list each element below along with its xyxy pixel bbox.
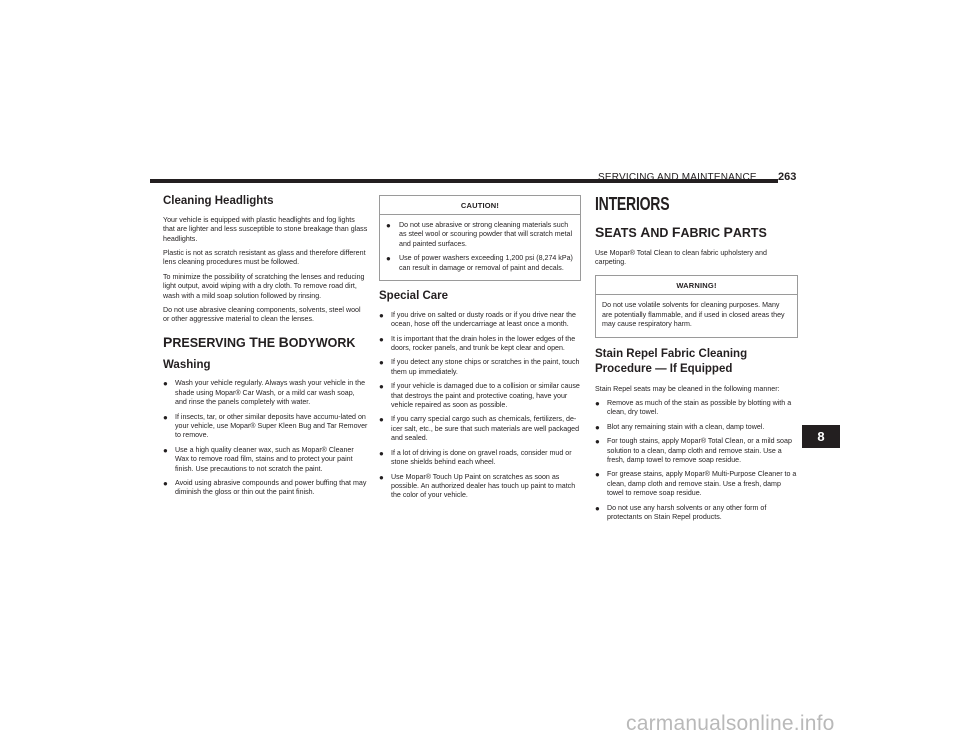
list-item-text: For grease stains, apply Mopar® Multi-Purpose Cleaner to a clean, damp cloth and remove stain. Use a fresh, damp towel to remove soap residue. [607,470,797,498]
stain-list [595,399,798,522]
paragraph: To minimize the possibility of scratching the lenses and reducing light output, avoid wiping with a dry cloth. To remove road dirt, wash with a mild soap solution followed by rinsing. [163,272,365,300]
section-cap: T [249,333,258,350]
paragraph: Stain Repel seats may be cleaned in the following manner: [595,384,780,393]
caution-body [380,215,580,280]
bullet-icon: ● [595,503,600,513]
section-text: ABRIC [680,225,724,240]
bullet-icon: ● [379,358,384,368]
section-cap: B [278,333,289,350]
list-item [163,446,368,474]
chapter-title: INTERIORS [595,194,670,214]
list-item-text: Use of power washers exceeding 1,200 psi (8,274 kPa) can result in damage or removal of paint and decals. [399,254,573,272]
list-item [595,423,798,432]
section-text: RESERVING [172,335,250,350]
section-title-seats-fabric [595,225,798,241]
section-text: HE [257,335,279,350]
list-item [163,413,368,441]
bullet-icon: ● [595,470,600,480]
bullet-icon: ● [379,472,384,482]
caution-list [386,221,574,273]
list-item-text: Use a high quality cleaner wax, such as Mopar® Cleaner Wax to remove road film, stains and to protect your paint finish. Use precautions to not scratch the paint. [175,445,354,473]
list-item-text: Remove as much of the stain as possible by blotting with a clean, dry towel. [607,399,792,417]
list-item-text: Wash your vehicle regularly. Always wash your vehicle in the shade using Mopar® Car Wash, or a mild car wash soap, and rinse the panels completely with water. [175,379,366,407]
list-item [386,221,574,249]
bullet-icon: ● [379,415,384,425]
list-item [595,437,798,465]
paragraph: Do not use abrasive cleaning components, solvents, steel wool or other aggressive material to clean the lenses. [163,306,361,324]
list-item-text: Do not use abrasive or strong cleaning materials such as steel wool or scouring powder that will scratch metal and painted surfaces. [399,221,573,248]
section-text: EATS [604,225,641,240]
chapter-tab: 8 [802,425,840,448]
bullet-icon: ● [163,445,168,455]
list-item-text: For tough stains, apply Mopar® Total Clean, or a mild soap solution to a clean, damp cloth and remove stain. Use a fresh, damp towel to remove soap residue. [607,437,792,465]
list-item-text: If insects, tar, or other similar deposits have accumu-lated on your vehicle, use Mopar® Super Kleen Bug and Tar Remover to remove. [175,412,368,440]
list-item [386,254,574,273]
list-item-text: Do not use any harsh solvents or any other form of protectants on Stain Repel products. [607,503,767,522]
section-cap: F [671,223,681,240]
warning-text: Do not use volatile solvents for cleaning purposes. Many are potentially flammable, and if used in closed areas they may cause respiratory harm. [602,301,785,329]
list-item-text: It is important that the drain holes in the lower edges of the doors, rocker panels, and trunk be kept clear and open. [391,334,576,353]
section-text: ODYWORK [288,335,356,350]
list-item [379,335,581,354]
column-3 [595,195,798,527]
warning-title: WARNING! [596,276,797,295]
page-number: 263 [778,171,797,183]
paragraph: Use Mopar® Total Clean to clean fabric upholstery and carpeting. [595,248,767,266]
list-item-text: If you carry special cargo such as chemicals, fertilizers, de-icer salt, etc., be sure that such materials are well packaged and sealed. [391,415,580,443]
bullet-icon: ● [595,399,600,409]
list-item [379,473,581,501]
section-title-preserving-bodywork [163,335,368,351]
list-item [595,470,798,498]
list-item [595,399,798,418]
section-cap: A [640,223,651,240]
column-1 [163,195,368,503]
list-item-text: If your vehicle is damaged due to a collision or similar cause that destroys the paint and protective coating, have your vehicle repaired as soon as possible. [391,382,580,410]
watermark: carmanualsonline.info [626,712,835,735]
bullet-icon: ● [163,379,168,389]
bullet-icon: ● [163,412,168,422]
list-item-text: Blot any remaining stain with a clean, damp towel. [607,422,765,431]
section-text: ND [650,225,672,240]
list-item-text: If you detect any stone chips or scratches in the paint, touch them up immediately. [391,358,580,376]
heading-stain-repel: Stain Repel Fabric Cleaning Procedure — If Equipped [595,347,748,376]
heading-washing: Washing [163,358,211,371]
list-item [379,311,581,330]
list-item [163,379,368,407]
bullet-icon: ● [379,382,384,392]
washing-list [163,379,368,497]
list-item [379,415,581,443]
section-text: ARTS [732,225,767,240]
heading-cleaning-headlights: Cleaning Headlights [163,195,274,207]
list-item [163,479,368,498]
warning-body [596,295,797,336]
special-care-list [379,311,581,501]
bullet-icon: ● [386,221,391,230]
bullet-icon: ● [379,334,384,344]
list-item-text: If you drive on salted or dusty roads or if you drive near the ocean, hose off the undercarriage at least once a month. [391,310,576,329]
list-item-text: Use Mopar® Touch Up Paint on scratches as soon as possible. An authorized dealer has touch up paint to match the color of your vehicle. [391,472,576,500]
bullet-icon: ● [163,479,168,489]
paragraph: Plastic is not as scratch resistant as glass and therefore different lens cleaning procedures must be followed. [163,249,366,267]
running-head: SERVICING AND MAINTENANCE [598,172,757,183]
heading-special-care: Special Care [379,290,449,303]
list-item-text: If a lot of driving is done on gravel roads, consider mud or stone shields behind each wheel. [391,448,572,467]
bullet-icon: ● [379,310,384,320]
list-item [595,504,798,523]
section-cap: P [723,223,733,240]
column-2 [379,195,581,506]
warning-box [595,275,798,337]
bullet-icon: ● [386,254,391,264]
bullet-icon: ● [595,422,600,432]
section-cap: P [163,333,173,350]
caution-title: CAUTION! [380,196,580,215]
paragraph: Your vehicle is equipped with plastic headlights and fog lights that are lighter and less susceptible to stone breakage than glass headlights. [163,215,368,243]
list-item [379,382,581,410]
bullet-icon: ● [595,437,600,447]
bullet-icon: ● [379,448,384,458]
list-item-text: Avoid using abrasive compounds and power buffing that may diminish the gloss or thin out the paint finish. [175,479,367,497]
list-item [379,449,581,468]
list-item [379,358,581,377]
caution-box [379,195,581,281]
section-cap: S [595,223,605,240]
